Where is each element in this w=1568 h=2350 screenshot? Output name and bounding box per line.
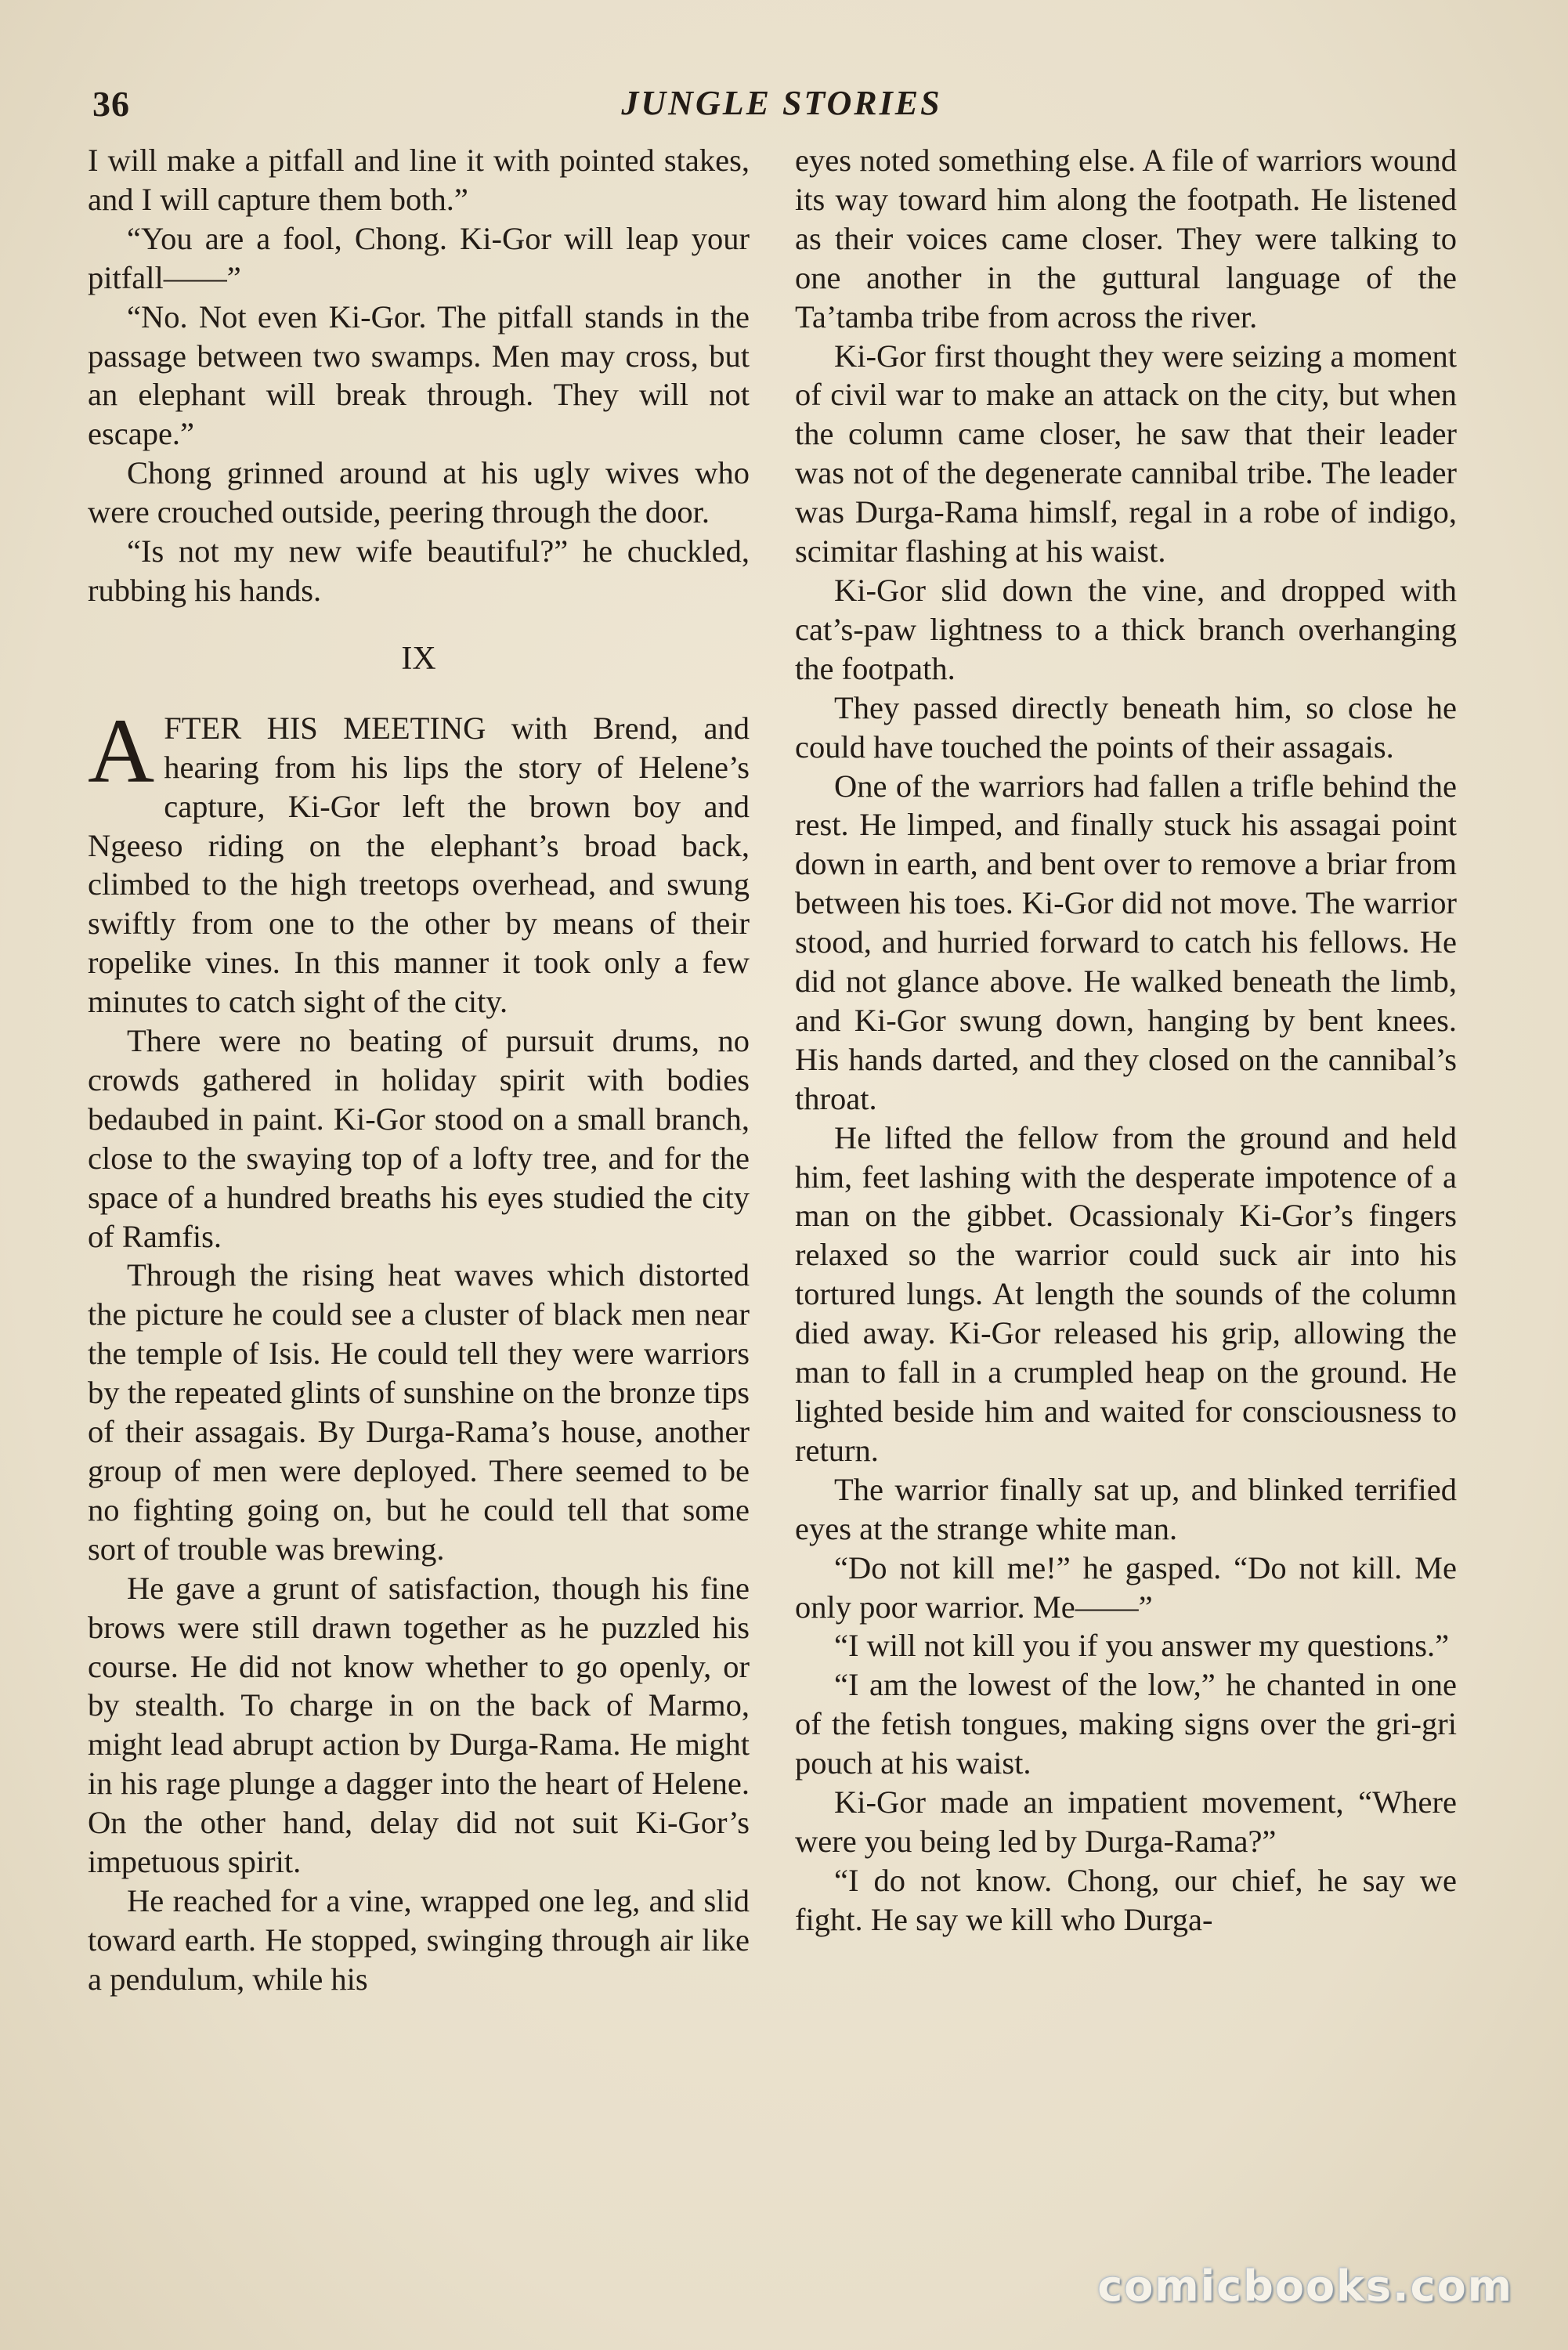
paragraph: The warrior finally sat up, and blinked terrified eyes at the strange white man. xyxy=(795,1471,1457,1546)
paragraph: “I will not kill you if you answer my questions.” xyxy=(834,1628,1450,1664)
magazine-title: JUNGLE STORIES xyxy=(621,84,942,122)
paragraph: Ki-Gor made an impatient movement, “Where were you being led by Durga-Rama?” xyxy=(795,1784,1457,1859)
paragraph: eyes noted something else. A file of warriors wound its way toward him along the footpath. He listened as their voices came closer. They were talking to one another in the guttural language of the Ta’tamba tribe from across the river. xyxy=(795,143,1457,334)
paragraph: He reached for a vine, wrapped one leg, and slid toward earth. He stopped, swinging through air like a pendulum, while his xyxy=(88,1882,750,1997)
paragraph: “I am the lowest of the low,” he chanted in one of the fetish tongues, making signs over the gri-gri pouch at his waist. xyxy=(795,1667,1457,1781)
paragraph: I will make a pitfall and line it with pointed stakes, and I will capture them both.” xyxy=(88,143,750,217)
left-column-body-text xyxy=(88,1021,750,1999)
page-number: 36 xyxy=(92,84,130,124)
paragraph: Through the rising heat waves which distorted the picture he could see a cluster of black men near the temple of Isis. He could tell they were warriors by the repeated glints of sunshine on the bronze tips of their assagais. By Durga-Rama’s house, another group of men were deployed. There seemed to be no fighting going on, but he could tell that some sort of trouble was brewing. xyxy=(88,1257,750,1567)
paragraph: Ki-Gor slid down the vine, and dropped with cat’s-paw lightness to a thick branch overhanging the footpath. xyxy=(795,572,1457,686)
paragraph: Ki-Gor first thought they were seizing a moment of civil war to make an attack on the city, but when the column came closer, he saw that their leader was not of the degenerate cannibal tribe. The leader was Durga-Rama himslf, regal in a robe of indigo, scimitar flashing at his waist. xyxy=(795,338,1457,569)
watermark-logo: comicbooks.com xyxy=(1097,2261,1513,2311)
paragraph: There were no beating of pursuit drums, no crowds gathered in holiday spirit with bodies bedaubed in paint. Ki-Gor stood on a small branch, close to the swaying top of a lofty tree, and for the space of a hundred breaths his eyes studied the city of Ramfis. xyxy=(88,1023,750,1254)
paragraph: He gave a grunt of satisfaction, though his fine brows were still drawn together as he puzzled his course. He did not know whether to go openly, or by stealth. To charge in on the back of Marmo, might lead abrupt action by Durga-Rama. He might in his rage plunge a dagger into the heart of Helene. On the other hand, delay did not suit Ki-Gor’s impetuous spirit. xyxy=(88,1570,750,1880)
opening-paragraph-text: FTER HIS MEETING with Brend, and hearing from his lips the story of Helene’s capture, Ki-Gor left the brown boy and Ngeeso riding on the elephant’s broad back, climbed to the high treetops overhead, and swung swiftly from one to the other by means of their ropelike vines. In this manner it took only a few minutes to catch sight of the city. xyxy=(88,710,750,1020)
page-header xyxy=(92,83,1471,130)
right-column xyxy=(795,141,1457,1940)
paragraph: “Do not kill me!” he gasped. “Do not kill. Me only poor warrior. Me——” xyxy=(795,1549,1457,1625)
left-column-opening-text xyxy=(88,141,750,610)
paragraph: He lifted the fellow from the ground and held him, feet lashing with the desperate impotence of a man on the gibbet. Ocassionaly Ki-Gor’s fingers relaxed so the warrior could suck air into his tortured lungs. At length the sounds of the column died away. Ki-Gor released his grip, allowing the man to fall in a crumpled heap on the ground. He lighted beside him and waited for consciousness to return. xyxy=(795,1119,1457,1468)
paragraph: Chong grinned around at his ugly wives who were crouched outside, peering through the door. xyxy=(88,455,750,530)
paragraph: One of the warriors had fallen a trifle behind the rest. He limped, and finally stuck his assagai point down in earth, and bent over to remove a briar from between his toes. Ki-Gor did not move. The warrior stood, and hurried forward to catch his fellows. He did not glance above. He walked beneath the limb, and Ki-Gor swung down, hanging by bent knees. His hands darted, and they closed on the cannibal’s throat. xyxy=(795,768,1457,1116)
drop-cap: A xyxy=(88,699,155,802)
paragraph: “No. Not even Ki-Gor. The pitfall stands in the passage between two swamps. Men may cross, but an elephant will break through. They will not escape.” xyxy=(88,298,750,452)
chapter-heading: IX xyxy=(401,640,436,677)
chapter-opening-paragraph xyxy=(88,699,750,1021)
paragraph: “You are a fool, Chong. Ki-Gor will leap your pitfall——” xyxy=(88,220,750,295)
left-column xyxy=(88,141,750,1999)
paragraph: They passed directly beneath him, so close he could have touched the points of their assagais. xyxy=(795,689,1457,765)
right-column-body-text xyxy=(795,141,1457,1940)
paragraph: “I do not know. Chong, our chief, he say we fight. He say we kill who Durga- xyxy=(795,1862,1457,1937)
paragraph: “Is not my new wife beautiful?” he chuckled, rubbing his hands. xyxy=(88,533,750,608)
